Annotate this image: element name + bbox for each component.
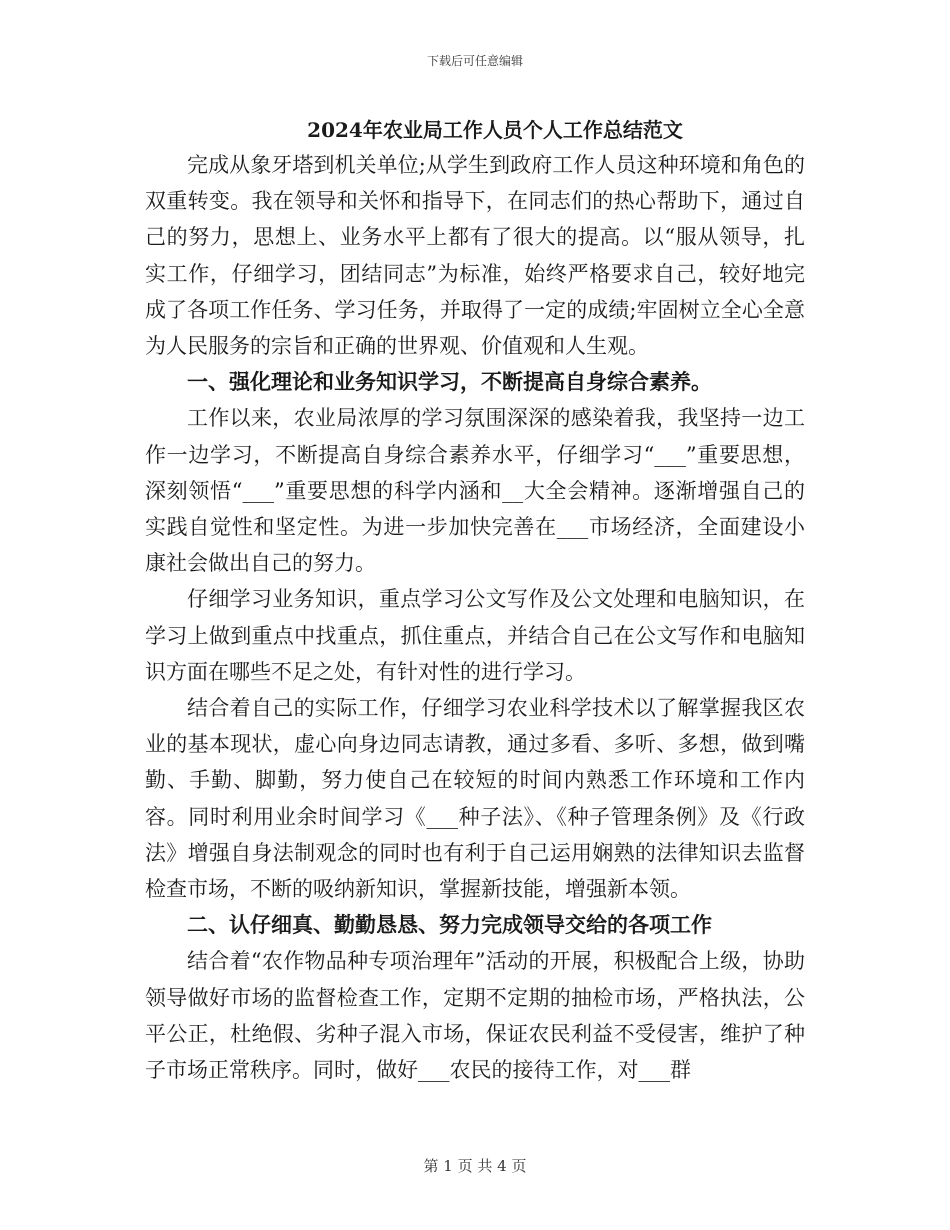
paragraph-study: 工作以来，农业局浓厚的学习氛围深深的感染着我，我坚持一边工作一边学习，不断提高自身综合素养水平，仔细学习“___”重要思想，深刻领悟“___”重要思想的科学内涵和__大全会精神。逐渐增强自己的实践自觉性和坚定性。为进一步加快完善在___市场经济，全面建设小康社会做出自己的努力。 [145,406,805,576]
paragraph-market-supervision: 结合着“农作物品种专项治理年”活动的开展，积极配合上级，协助领导做好市场的监督检查工作，定期不定期的抽检市场，严格执法，公平公正，杜绝假、劣种子混入市场，保证农民利益不受侵害，维护了种子市场正常秩序。同时，做好___农民的接待工作，对___群 [145,949,805,1083]
document-body [145,113,805,1088]
paragraph-intro: 完成从象牙塔到机关单位;从学生到政府工作人员这种环境和角色的双重转变。我在领导和关怀和指导下，在同志们的热心帮助下，通过自己的努力，思想上、业务水平上都有了很大的提高。以“服从领导，扎实工作，仔细学习，团结同志”为标准，始终严格要求自己，较好地完成了各项工作任务、学习任务，并取得了一定的成绩;牢固树立全心全意为人民服务的宗旨和正确的世界观、价值观和人生观。 [145,153,805,359]
paragraph-business-knowledge: 仔细学习业务知识，重点学习公文写作及公文处理和电脑知识，在学习上做到重点中找重点，抓住重点，并结合自己在公文写作和电脑知识方面在哪些不足之处，有针对性的进行学习。 [145,587,805,684]
document-title: 2024年农业局工作人员个人工作总结范文 [307,118,683,142]
page-header-note: 下载后可任意编辑 [426,54,523,68]
section-heading-1: 一、强化理论和业务知识学习，不断提高自身综合素养。 [187,369,712,395]
page-number: 第 1 页 共 4 页 [423,1157,527,1175]
paragraph-practical-work: 结合着自己的实际工作，仔细学习农业科学技术以了解掌握我区农业的基本现状，虚心向身边同志请教，通过多看、多听、多想，做到嘴勤、手勤、脚勤，努力使自己在较短的时间内熟悉工作环境和工作内容。同时利用业余时间学习《___种子法》、《种子管理条例》及《行政法》增强自身法制观念的同时也有利于自己运用娴熟的法律知识去监督检查市场，不断的吸纳新知识，掌握新技能，增强新本领。 [145,696,805,902]
section-heading-2: 二、认仔细真、勤勤恳恳、努力完成领导交给的各项工作 [187,912,712,938]
